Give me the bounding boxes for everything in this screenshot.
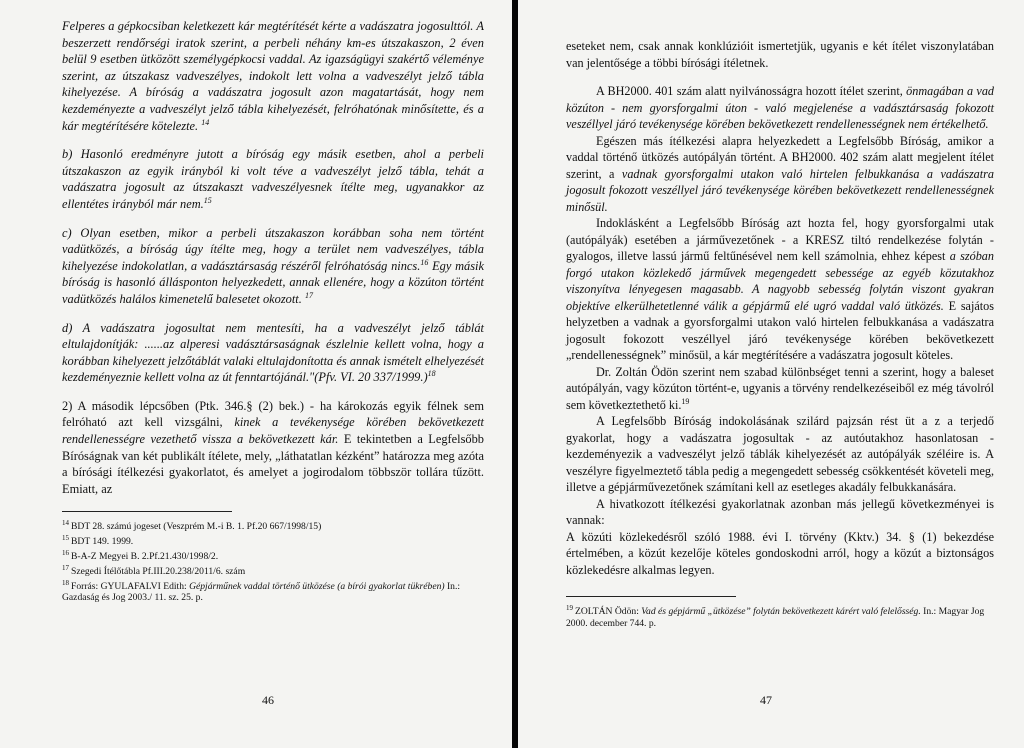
footnote-ref-19[interactable]: 19 [681,396,690,406]
footnote-divider-right [566,596,736,597]
footnote-19: $^{19}$ ZOLTÁN Ödön: Vad és gépjármű „ütközése” folytán bekövetkezett kárért való felelősség. In.: Magyar Jog 2000. december 744. p. [566,604,985,629]
page-number-left: 46 [262,693,274,707]
right-page [518,0,1024,748]
paragraph-second-step: 2) A második lépcsőben (Ptk. 346.§ (2) bek.) - ha károkozás egyik félnek sem felróható azt kell vizsgálni, kinek a tevékenysége körében bekövetkezett rendellenességre vezethető vissza a bekövetkezett kár. E tekintetben a Legfelsőbb Bíróságnak van két publikált ítélete, mely, „láthatatlan kézként” határozza meg azóta a bírósági ítélkezési gyakorlatot, és amelyet a jogirodalom többször tollára tűzött. Emiatt, az [62,398,484,496]
footnote-16: $^{16}$ B-A-Z Megyei B. 2.Pf.21.430/1998/2. [62,549,219,563]
paragraph-c: c) Olyan esetben, mikor a perbeli útszakaszon korábban soha nem történt vadütközés, a bíróság úgy ítélte meg, hogy a terület nem vadveszélyes, tábla kihelyezése indokolatlan, a vadásztársaság részéről felróhatóság nincs.$^{16}$ Egy másik bíróság is hasonló állásponton helyezkedett, annak ellenére, hogy a közúton történt vadütközés halálos kimenetelű balesetet okozott. $^{17}$ [62,225,484,306]
paragraph-consequences: A hivatkozott ítélkezési gyakorlatnak azonban más jellegű következményei is vannak: [566,496,994,527]
footnote-15: $^{15}$ BDT 149. 1999. [62,534,134,548]
footnote-ref-16[interactable]: 16 [420,257,429,267]
paragraph-a: Felperes a gépkocsiban keletkezett kár megtérítését kérte a vadászatra jogosulttól. A beszerzett rendőrségi iratok szerint, a perbeli néhány km-es útszakaszon, 2 éven belül 9 esetben ütközött személygépkocsi vaddal. Az igazságügyi szakértő véleménye szerint, az útszakasz vadveszélyes, indokolt lett volna a vadveszélyt jelző tábla kihelyezése. A bíróság a vadászatra jogosult azon magatartását, hogy nem kezdeményezte a vadveszélyt jelző tábla kihelyezését, felróhatónak minősítette, és a kár megtérítésére kötelezte. $^{14}$ [62,19,484,133]
paragraph-bh2000-401: A BH2000. 401 szám alatt nyilvánosságra hozott ítélet szerint, önmagában a vad közúton - nem gyorsforgalmi úton - való megjelenése a vadásztársaság fokozott veszéllyel járó tevékenysége körében bekövetkezett rendellenességnek nem értékelhető. [566,84,995,131]
paragraph-d: d) A vadászatra jogosultat nem mentesíti, ha a vadveszélyt jelző táblát eltulajdonítják: ......az alperesi vadásztársaságnak észlelnie kellett volna, hogy a korábban kihelyezett jelzőtáblát valaki eltulajdonította és annak ismételt elhelyezését kezdeményeznie kellett volna az út fenntartójánál."(Pfv. VI. 20 337/1999.)$^{18}$ [62,320,484,385]
paragraph-practice: A Legfelsőbb Bíróság indokolásának szilárd pajzsán rést üt a z a terjedő gyakorlat, hogy a vadászatra jogosultak - az autóutakhoz hasonlatosan - kezdeményezik a vadveszélyt jelző táblák kihelyezését az autópályák széléire is. A veszélyre figyelmeztető tábla pedig a megengedett sebesség csökkentését követeli meg, illetve a gépjárművezetőnek számítani kell az esetleges akadály felbukkanására. [566,414,994,494]
page-number-right: 47 [760,693,772,707]
footnote-14: $^{14}$ BDT 28. számú jogeset (Veszprém M.-i B. 1. Pf.20 667/1998/15) [62,519,322,533]
paragraph-intro: eseteket nem, csak annak konklúzióit ismertetjük, ugyanis e két ítélet viszonylatában van jelentősége a többi bírósági ítéletnek. [566,39,994,70]
footnote-18: $^{18}$ Forrás: GYULAFALVI Edith: Gépjárműnek vaddal történő ütközése (a bírói gyakorlat tükrében) In.: Gazdaság és Jog 2003./ 11. sz. 25. p. [62,578,461,604]
footnote-ref-17[interactable]: 17 [304,290,313,300]
footnote-ref-14[interactable]: 14 [201,117,210,127]
paragraph-reasoning: Indoklásként a Legfelsőbb Bíróság azt hozta fel, hogy gyorsforgalmi utak (autópályák) esetében a járművezetőnek - a KRESZ tiltó rendelkezése folytán - gyalogos, illetve lassú jármű feltűnésével nem kell számolnia, ehhez képest a szóban forgó utakon közlekedő járművek megengedett sebessége az egyéb közutakhoz viszonyítva lényegesen magasabb. A nagyobb sebesség folytán viszont gyakran objektíve elkerülhetetlenné válik a gépjármű elé ugró vaddal való ütközés. E sajátos helyzetben a vadnak a gyorsforgalmi utakon való hirtelen felbukkanása a vadászatra jogosult fokozott veszéllyel járó tevékenysége körében bekövetkezett „rendellenességnek” minősül, a kár megtérítésére a vadászatra jogosult köteles. [566,216,994,362]
footnote-ref-18[interactable]: 18 [427,369,436,379]
footnote-ref-15[interactable]: 15 [203,195,212,205]
paragraph-b: b) Hasonló eredményre jutott a bíróság egy másik esetben, ahol a perbeli útszakaszon az egyik irányból ki volt téve a vadveszélyt jelző tábla, tehát a vadászatra jogosult az útszakaszt vadveszélyesnek ítélte meg, ugyanakkor az ellentétes irányból már nem.$^{15}$ [62,147,484,211]
footnote-divider [62,511,232,512]
paragraph-bh2000-402: Egészen más ítélkezési alapra helyezkedett a Legfelsőbb Bíróság, amikor a vaddal történő ütközés autópályán történt. A BH2000. 402 szám alatt megjelent ítélet szerint, a vadnak gyorsforgalmi utakon való hirtelen felbukkanása a vadászatra jogosult fokozott veszéllyel járó tevékenysége körében bekövetkezett rendellenességnek minősül. [566,133,994,214]
footnote-17: $^{17}$ Szegedi Ítélőtábla Pf.III.20.238/2011/6. szám [62,563,246,577]
paragraph-zoltan: Dr. Zoltán Ödön szerint nem szabad különbséget tenni a szerint, hogy a baleset autópályán, vagy közúton történt-e, ugyanis a törvény rendelkezéseiből ez még távolról sem következtethető ki.$^{19}$ [566,364,994,412]
paragraph-kktv: A közúti közlekedésről szóló 1988. évi I. törvény (Kktv.) 34. § (1) bekezdése értelmében, a közút kezelője köteles gondoskodni arról, hogy a közút a biztonságos közlekedésre alkalmas legyen. [566,529,994,577]
footnotes [62,518,484,604]
